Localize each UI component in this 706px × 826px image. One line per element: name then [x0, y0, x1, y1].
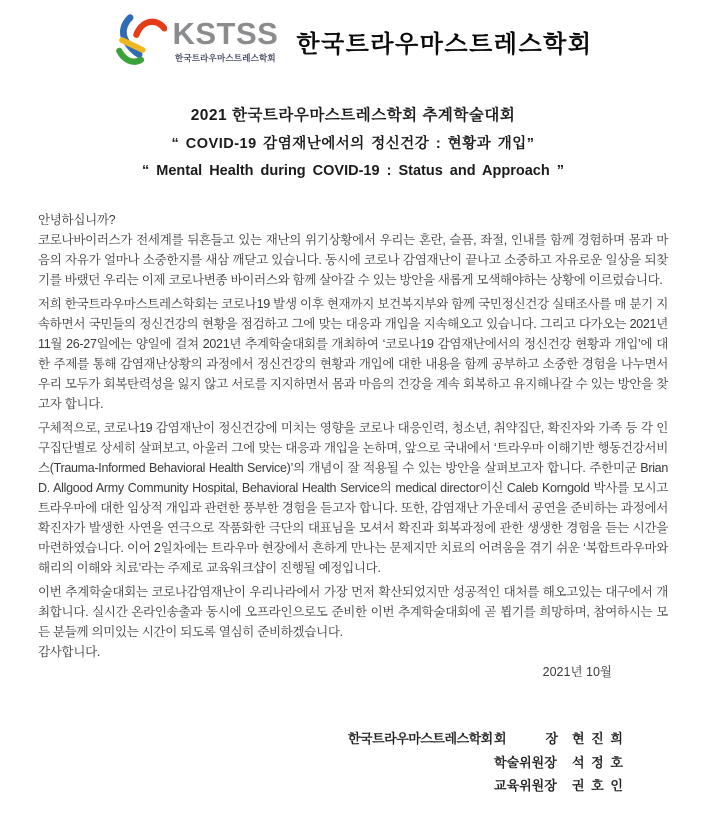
kstss-logo — [113, 12, 278, 70]
paragraph-4: 이번 추계학술대회는 코로나감염재난이 우리나라에서 가장 먼저 확산되었지만 성공적인 대처를 해오고있는 대구에서 개최합니다. 실시간 온라인송출과 동시에 오프라인으로도 준비한 이번 추계학술대회에 곧 뵙기를 희망하며, 참여하시는 모든 분들께 의미있는 시간이 되도록 열심히 준비하겠습니다. — [38, 585, 668, 639]
signature-name-academic-chair: 석 정 호 — [572, 754, 625, 770]
letter-body — [38, 210, 668, 686]
paragraph-2: 저희 한국트라우마스트레스학회는 코로나19 발생 이후 현재까지 보건복지부와 함께 국민정신건강 실태조사를 매 분기 지속하면서 국민들의 정신건강의 현황을 점검하고 그에 맞는 대응과 개입을 지속해오고 있습니다. 그리고 다가오는 2021년 11월 26-27일에는 양일에 걸쳐 2021년 추계학술대회를 개최하여 ‘코로나19 감염재난에서의 정신건강 현황과 개입’에 대한 주제를 통해 감염재난상황의 과정에서 정신건강의 현황과 개입에 대한 내용을 함께 공부하고 소중한 경험을 나누면서 우리 모두가 회복탄력성을 잃지 않고 서로를 지지하면서 몸과 마음의 건강을 계속 회복하고 유지해나갈 수 있는 방안을 찾고자 합니다. — [38, 297, 668, 411]
signature-block — [348, 727, 624, 798]
kstss-logo-icon — [113, 12, 167, 70]
conference-subtitle-english: “ Mental Health during COVID-19 : Status and Approach ” — [141, 163, 565, 179]
signature-row-president — [348, 727, 624, 751]
document-header — [0, 12, 706, 70]
kstss-wordmark — [172, 18, 278, 64]
organization-name: 한국트라우마스트레스학회 — [296, 30, 593, 58]
kstss-caption: 한국트라우마스트레스학회 — [174, 53, 276, 63]
signature-org-spacer — [348, 751, 494, 775]
kstss-acronym: KSTSS — [172, 16, 279, 51]
signature-name-education-chair: 권 호 인 — [572, 778, 625, 793]
closing-line: 감사합니다. — [38, 645, 101, 659]
signature-role-education-chair: 교육위원장 — [494, 778, 557, 793]
conference-title-block — [0, 106, 706, 181]
paragraph-3: 구체적으로, 코로나19 감염재난이 정신건강에 미치는 영향을 코로나 대응인력, 청소년, 취약집단, 확진자와 가족 등 각 인구집단별로 상세히 살펴보고, 아울러 그에 맞는 대응과 개입을 논하며, 앞으로 국내에서 ‘트라우마 이해기반 행동건강서비스(Trauma-Informed Behavioral Health Service)’의 개념이 잘 적용될 수 있는 방안을 살펴보고자 합니다. 주한미군 Brian D. Allgood Army Community Hospital, Behavioral Health Service의 medical director이신 Caleb Korngold 박사를 모시고 트라우마에 대한 임상적 개입과 관련한 풍부한 경험을 듣고자 합니다. 또한, 감염재난 가운데서 공연을 준비하는 과정에서 확진자가 발생한 사연을 연극으로 작품화한 극단의 대표님을 모셔서 확진과 회복과정에 관한 생생한 경험을 듣는 시간을 마련하였습니다. 이어 2일차에는 트라우마 현장에서 흔하게 만나는 문제지만 치료의 어려움을 겪기 쉬운 ‘복합트라우마와 해리의 이해와 치료’라는 주제로 교육워크샵이 진행될 예정입니다. — [38, 421, 668, 575]
signature-org: 한국트라우마스트레스학회 — [348, 731, 493, 746]
greeting-line: 안녕하십니까? — [38, 213, 116, 227]
date-line: 2021년 10월 — [542, 665, 612, 679]
signature-row-academic-chair — [348, 751, 624, 775]
signature-role-academic-chair: 학술위원장 — [494, 754, 557, 770]
signature-row-education-chair — [348, 774, 624, 798]
signature-org-spacer — [348, 774, 494, 798]
conference-title: 2021 한국트라우마스트레스학회 추계학술대회 — [190, 107, 516, 124]
conference-subtitle-korean: “ COVID-19 감염재난에서의 정신건강 : 현황과 개입” — [171, 136, 535, 152]
signature-name-president: 현 진 희 — [572, 731, 625, 746]
signature-role-president: 회 장 — [494, 731, 559, 746]
paragraph-1: 코로나바이러스가 전세계를 뒤흔들고 있는 재난의 위기상황에서 우리는 혼란, 슬픔, 좌절, 인내를 함께 경험하며 몸과 마음의 자유가 얼마나 소중한지를 새삼 깨닫고 있습니다. 동시에 코로나 감염재난이 끝나고 소중하고 자유로운 일상을 되찾기를 바랬던 우리는 이제 코로나변종 바이러스와 함께 살아갈 수 있는 방안을 새롭게 모색해야하는 상황에 이르렀습니다. — [38, 233, 668, 287]
